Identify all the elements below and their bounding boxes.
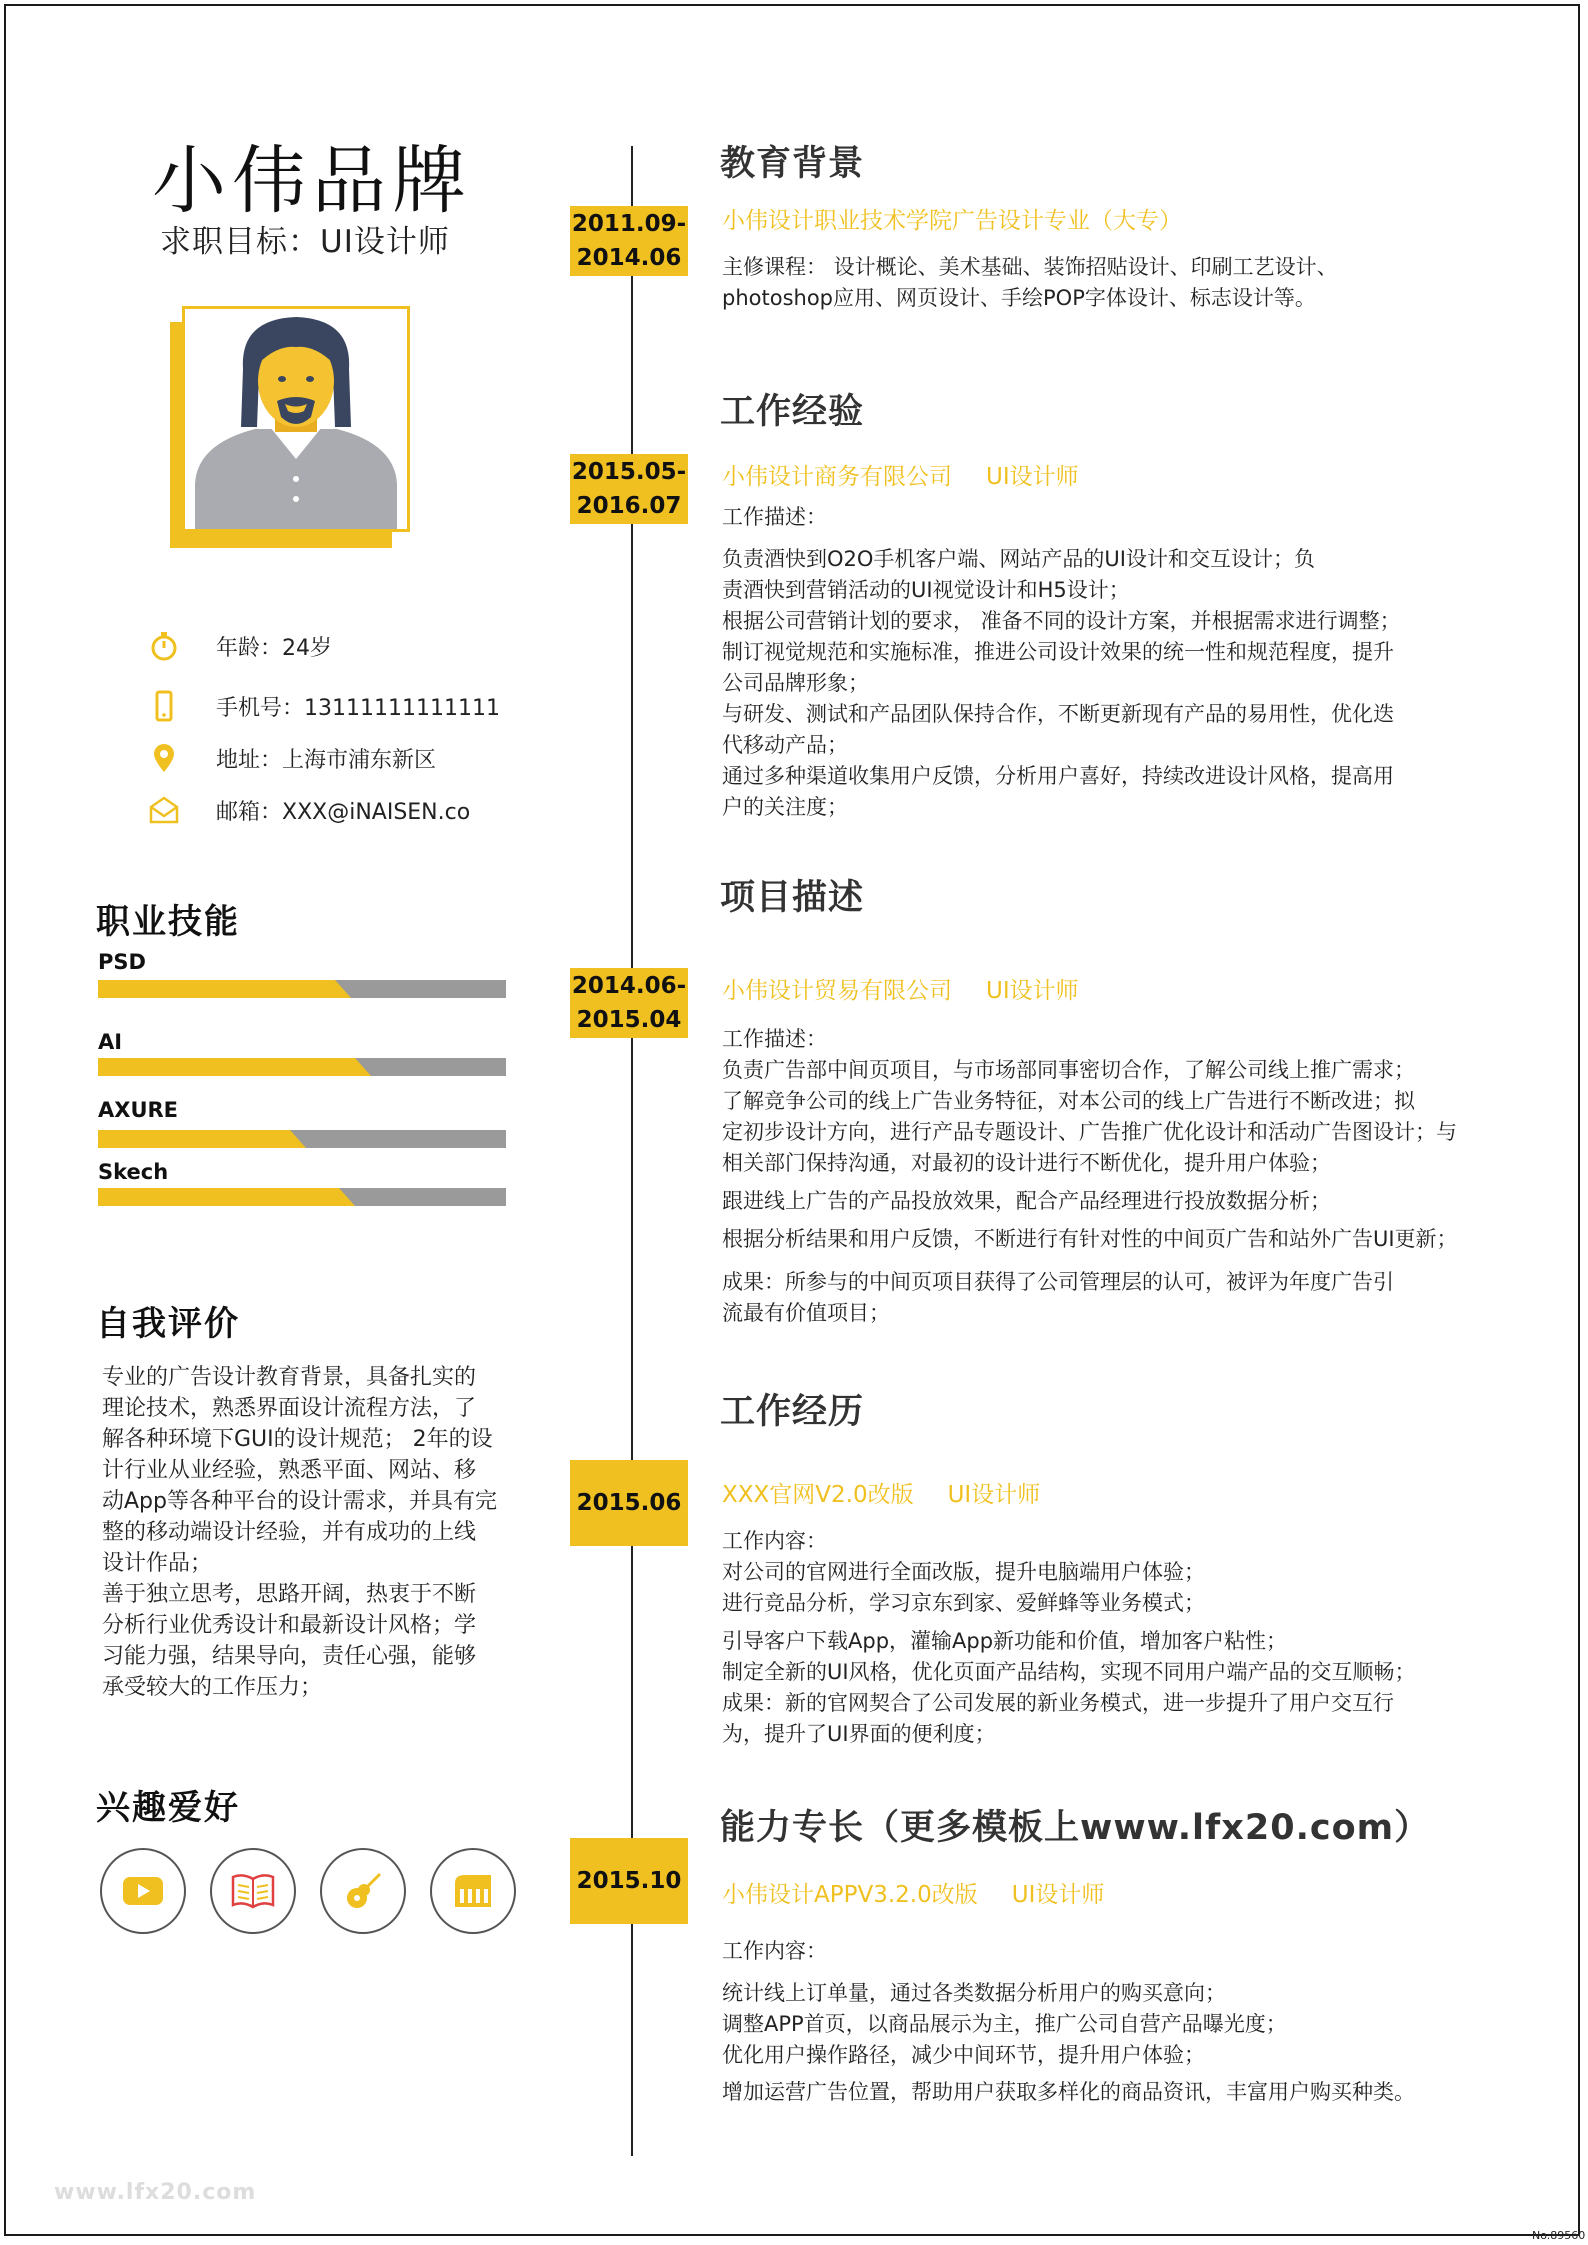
history-role: UI设计师 bbox=[947, 1482, 1041, 1508]
work-line: 根据公司营销计划的要求， 准备不同的设计方案，并根据需求进行调整； bbox=[722, 609, 1401, 633]
history-project: XXX官网V2.0改版 bbox=[722, 1482, 914, 1508]
history-line: 对公司的官网进行全面改版，提升电脑端用户体验； bbox=[722, 1560, 1205, 1584]
date-start: 2015.05- bbox=[571, 459, 687, 485]
info-phone bbox=[146, 686, 500, 726]
skill-bar-ai bbox=[98, 1058, 506, 1076]
avatar-illustration-icon bbox=[185, 309, 407, 529]
ability-line: 统计线上订单量，通过各类数据分析用户的购买意向； bbox=[722, 1981, 1226, 2005]
envelope-icon bbox=[146, 792, 182, 828]
project-heading bbox=[722, 972, 1079, 1005]
info-email bbox=[146, 790, 470, 830]
history-heading bbox=[722, 1476, 1040, 1509]
self-eval-line: 善于独立思考，思路开阔，热衷于不断 bbox=[102, 1582, 477, 1607]
work-role: UI设计师 bbox=[986, 464, 1079, 490]
project-line: 相关部门保持沟通，对最初的设计进行不断优化，提升用户体验； bbox=[722, 1151, 1331, 1175]
hobby-reading bbox=[210, 1848, 296, 1934]
skill-bar-axure bbox=[98, 1130, 506, 1148]
history-title: 工作经历 bbox=[720, 1392, 865, 1432]
work-line: 责酒快到营销活动的UI视觉设计和H5设计； bbox=[722, 578, 1130, 602]
education-line: 主修课程： 设计概论、美术基础、装饰招贴设计、印刷工艺设计、 bbox=[722, 255, 1338, 279]
project-line: 成果：所参与的中间页项目获得了公司管理层的认可，被评为年度广告引 bbox=[722, 1270, 1394, 1294]
date-end: 2015.04 bbox=[576, 1007, 682, 1033]
date-single: 2015.06 bbox=[576, 1490, 682, 1516]
job-objective: 求职目标：UI设计师 bbox=[160, 224, 450, 260]
work-line: 代移动产品； bbox=[722, 733, 848, 757]
date-end: 2016.07 bbox=[576, 493, 682, 519]
project-title: 项目描述 bbox=[720, 878, 865, 918]
piano-keys-icon bbox=[451, 1871, 495, 1911]
guitar-icon bbox=[342, 1870, 384, 1912]
education-line: photoshop应用、网页设计、手绘POP字体设计、标志设计等。 bbox=[722, 286, 1316, 310]
project-line: 定初步设计方向，进行产品专题设计、广告推广优化设计和活动广告图设计；与 bbox=[722, 1120, 1457, 1144]
info-age bbox=[146, 626, 332, 666]
project-line: 了解竞争公司的线上广告业务特征，对本公司的线上广告进行不断改进；拟 bbox=[722, 1089, 1415, 1113]
skill-name-axure: AXURE bbox=[98, 1098, 179, 1122]
skill-bar-fill bbox=[98, 1188, 355, 1206]
project-line: 工作描述： bbox=[722, 1027, 827, 1051]
work-heading bbox=[722, 458, 1079, 491]
project-line: 跟进线上广告的产品投放效果，配合产品经理进行投放数据分析； bbox=[722, 1189, 1331, 1213]
work-line: 通过多种渠道收集用户反馈，分析用户喜好，持续改进设计风格，提高用 bbox=[722, 764, 1394, 788]
ability-role: UI设计师 bbox=[1011, 1882, 1105, 1908]
project-body bbox=[722, 1024, 1512, 1329]
address-text: 地址：上海市浦东新区 bbox=[216, 747, 437, 773]
email-text: 邮箱：XXX@iNAISEN.co bbox=[216, 799, 471, 825]
candidate-name: 小伟品牌 bbox=[152, 138, 472, 224]
date-single: 2015.10 bbox=[576, 1868, 682, 1894]
stopwatch-icon bbox=[146, 628, 182, 664]
self-eval-line: 整的移动端设计经验，并有成功的上线 bbox=[102, 1520, 477, 1545]
ability-date bbox=[570, 1838, 688, 1924]
work-company: 小伟设计商务有限公司 bbox=[722, 464, 952, 490]
history-line: 为，提升了UI界面的便利度； bbox=[722, 1722, 996, 1746]
ability-line: 调整APP首页，以商品展示为主，推广公司自营产品曝光度； bbox=[722, 2012, 1287, 2036]
skill-bar-psd bbox=[98, 980, 506, 998]
history-line: 制定全新的UI风格，优化页面产品结构，实现不同用户端产品的交互顺畅； bbox=[722, 1660, 1416, 1684]
skill-bar-skech bbox=[98, 1188, 506, 1206]
self-eval-line: 动App等各种平台的设计需求，并具有完 bbox=[102, 1489, 497, 1514]
history-line: 工作内容： bbox=[722, 1529, 827, 1553]
info-address bbox=[146, 738, 436, 778]
video-play-icon bbox=[121, 1873, 165, 1909]
skill-bar-fill bbox=[98, 1130, 306, 1148]
history-date bbox=[570, 1460, 688, 1546]
skill-bar-fill bbox=[98, 980, 351, 998]
history-line: 成果：新的官网契合了公司发展的新业务模式，进一步提升了用户交互行 bbox=[722, 1691, 1394, 1715]
self-eval-line: 承受较大的工作压力； bbox=[102, 1675, 323, 1700]
project-company: 小伟设计贸易有限公司 bbox=[722, 978, 952, 1004]
skill-bar-fill bbox=[98, 1058, 371, 1076]
skills-title: 职业技能 bbox=[96, 902, 240, 942]
work-line: 制订视觉规范和实施标准，推进公司设计效果的统一性和规范程度，提升 bbox=[722, 640, 1394, 664]
hobby-guitar bbox=[320, 1848, 406, 1934]
self-eval-line: 计行业从业经验，熟悉平面、网站、移 bbox=[102, 1458, 477, 1483]
date-start: 2011.09- bbox=[571, 211, 687, 237]
skill-name-ai: AI bbox=[98, 1030, 123, 1054]
self-eval-line: 分析行业优秀设计和最新设计风格；学 bbox=[102, 1613, 477, 1638]
history-body bbox=[722, 1526, 1512, 1750]
self-eval-line: 理论技术，熟悉界面设计流程方法，了 bbox=[102, 1396, 477, 1421]
project-date bbox=[570, 968, 688, 1038]
work-title: 工作经验 bbox=[720, 392, 865, 432]
ability-heading bbox=[722, 1876, 1104, 1909]
work-line: 工作描述： bbox=[722, 505, 827, 529]
hobby-video bbox=[100, 1848, 186, 1934]
location-pin-icon bbox=[146, 740, 182, 776]
watermark-number: No.89560 bbox=[1532, 2229, 1586, 2242]
project-line: 流最有价值项目； bbox=[722, 1301, 890, 1325]
mobile-phone-icon bbox=[146, 688, 182, 724]
ability-project: 小伟设计APPV3.2.0改版 bbox=[722, 1882, 978, 1908]
education-school: 小伟设计职业技术学院广告设计专业（大专） bbox=[722, 208, 1182, 234]
self-eval-line: 设计作品； bbox=[102, 1551, 213, 1576]
work-line: 负责酒快到O2O手机客户端、网站产品的UI设计和交互设计；负 bbox=[722, 547, 1315, 571]
ability-title: 能力专长（更多模板上www.lfx20.com） bbox=[720, 1808, 1431, 1848]
work-line: 户的关注度； bbox=[722, 795, 848, 819]
ability-label: 工作内容： bbox=[722, 1939, 827, 1963]
hobbies-title: 兴趣爱好 bbox=[96, 1788, 240, 1828]
skill-name-psd: PSD bbox=[98, 950, 146, 974]
project-role: UI设计师 bbox=[986, 978, 1079, 1004]
education-title: 教育背景 bbox=[720, 144, 865, 184]
skill-name-skech: Skech bbox=[98, 1160, 169, 1184]
date-start: 2014.06- bbox=[571, 973, 687, 999]
work-line: 公司品牌形象； bbox=[722, 671, 869, 695]
phone-text: 手机号：13111111111111 bbox=[216, 695, 500, 721]
book-icon bbox=[229, 1871, 277, 1911]
history-line: 引导客户下载App，灌输App新功能和价值，增加客户粘性； bbox=[722, 1629, 1288, 1653]
project-line: 根据分析结果和用户反馈，不断进行有针对性的中间页广告和站外广告UI更新； bbox=[722, 1227, 1458, 1251]
education-date bbox=[570, 206, 688, 276]
ability-line: 优化用户操作路径，减少中间环节，提升用户体验； bbox=[722, 2043, 1205, 2067]
self-eval-line: 习能力强，结果导向，责任心强，能够 bbox=[102, 1644, 477, 1669]
date-end: 2014.06 bbox=[576, 245, 682, 271]
work-body bbox=[722, 502, 1512, 823]
ability-line: 增加运营广告位置，帮助用户获取多样化的商品资讯，丰富用户购买种类。 bbox=[722, 2080, 1415, 2104]
work-line: 与研发、测试和产品团队保持合作，不断更新现有产品的易用性，优化迭 bbox=[722, 702, 1394, 726]
self-eval-line: 专业的广告设计教育背景，具备扎实的 bbox=[102, 1365, 477, 1390]
ability-body bbox=[722, 1936, 1512, 2108]
education-body bbox=[722, 252, 1512, 314]
age-text: 年龄：24岁 bbox=[216, 635, 332, 661]
hobby-piano bbox=[430, 1848, 516, 1934]
history-line: 进行竞品分析，学习京东到家、爱鲜蜂等业务模式； bbox=[722, 1591, 1205, 1615]
self-eval-title: 自我评价 bbox=[96, 1304, 240, 1344]
work-date bbox=[570, 454, 688, 524]
project-line: 负责广告部中间页项目，与市场部同事密切合作，了解公司线上推广需求； bbox=[722, 1058, 1415, 1082]
self-eval-text bbox=[102, 1362, 532, 1703]
self-eval-line: 解各种环境下GUI的设计规范； 2年的设 bbox=[102, 1427, 493, 1452]
profile-avatar bbox=[182, 306, 410, 532]
watermark-site: www.lfx20.com bbox=[54, 2180, 257, 2205]
